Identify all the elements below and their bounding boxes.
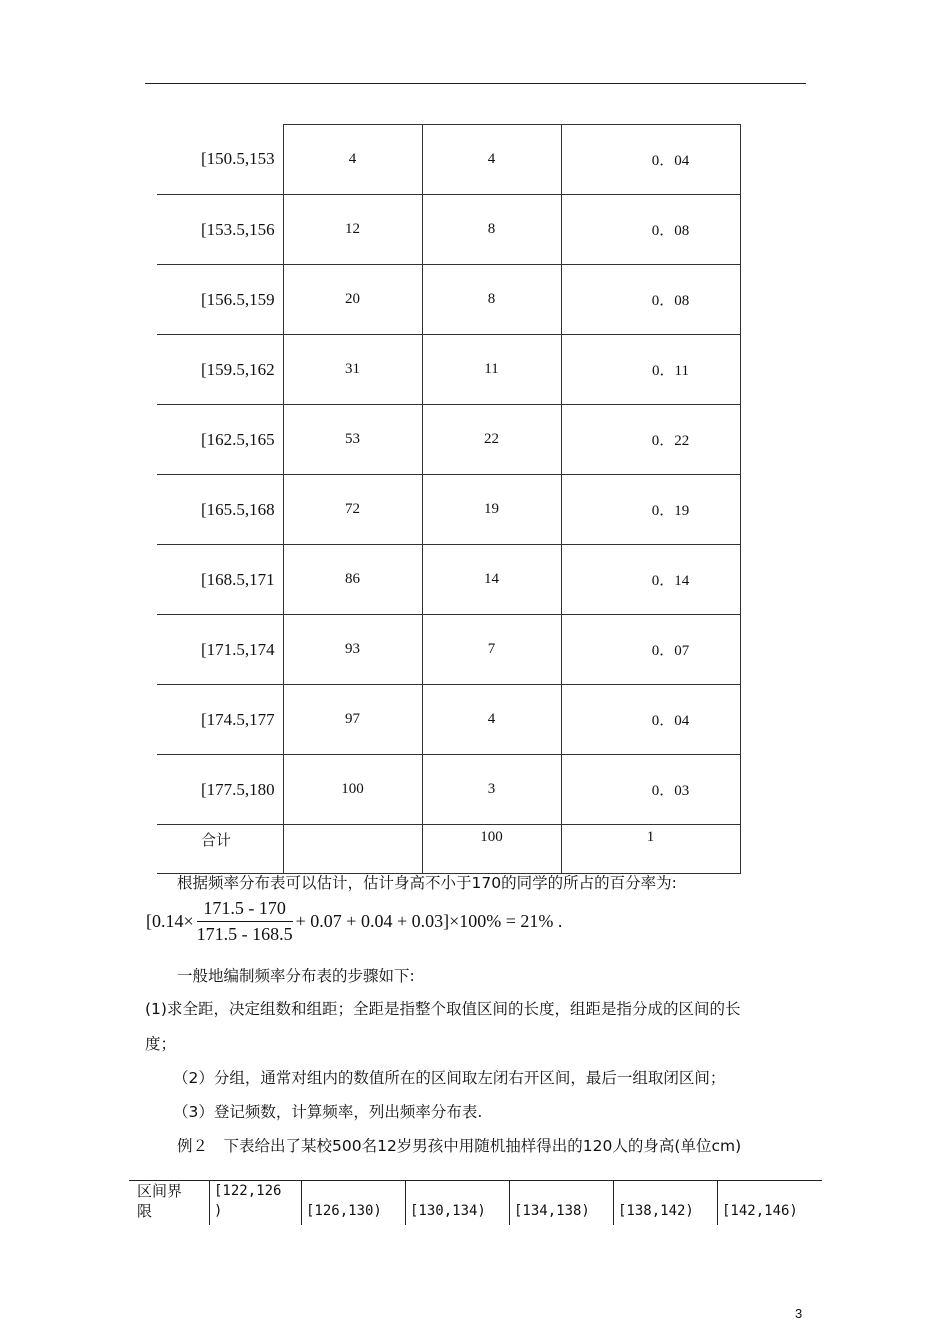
frequency-cell: 19 <box>422 475 561 545</box>
cumulative-cell: 93 <box>283 615 422 685</box>
table2-interval-cell <box>717 1181 822 1225</box>
step-2: （2）分组，通常对组内的数值所在的区间取左闭右开区间，最后一组取闭区间； <box>173 1069 726 1087</box>
total-cumulative-cell <box>283 825 422 874</box>
table2-cell-line2: [130,134) <box>410 1203 486 1219</box>
rate-cell: 0．11 <box>561 335 740 405</box>
freq-row <box>157 125 740 195</box>
total-rate-cell: 1 <box>561 825 740 874</box>
total-frequency-cell: 100 <box>422 825 561 874</box>
step-1-line-2: 度； <box>145 1035 177 1053</box>
step-1-line-1: (1)求全距，决定组数和组距；全距是指整个取值区间的长度，组距是指分成的区间的长 <box>145 1000 741 1018</box>
formula-denominator: 171.5 - 168.5 <box>196 924 293 944</box>
page-number: 3 <box>795 1306 803 1321</box>
table2-interval-cell <box>405 1181 509 1225</box>
estimate-intro: 根据频率分布表可以估计，估计身高不小于170的同学的所占的百分率为: <box>177 874 677 892</box>
rate-cell: 0．08 <box>561 265 740 335</box>
estimate-formula <box>146 898 562 952</box>
header-rule <box>145 83 806 84</box>
rate-cell: 0．04 <box>561 685 740 755</box>
table2-cell-line1 <box>722 1181 822 1201</box>
freq-row <box>157 615 740 685</box>
interval-cell: [159.5,162 <box>157 335 283 405</box>
rate-cell: 0．14 <box>561 545 740 615</box>
example-2: 例２ 下表给出了某校500名12岁男孩中用随机抽样得出的120人的身高(单位cm) <box>177 1137 742 1155</box>
total-label-cell: 合计 <box>157 825 283 874</box>
frequency-cell: 22 <box>422 405 561 475</box>
freq-row <box>157 475 740 545</box>
table2-cell-line2: ) <box>214 1203 223 1219</box>
interval-cell: [162.5,165 <box>157 405 283 475</box>
steps-intro: 一般地编制频率分布表的步骤如下: <box>177 967 415 985</box>
table2-cell-line1: [122,126 <box>214 1183 282 1199</box>
frequency-cell: 7 <box>422 615 561 685</box>
freq-row <box>157 685 740 755</box>
freq-total-row <box>157 825 740 874</box>
cumulative-cell: 53 <box>283 405 422 475</box>
table2-cell-line1 <box>410 1181 509 1201</box>
freq-row <box>157 265 740 335</box>
rate-cell: 0．04 <box>561 125 740 195</box>
frequency-cell: 11 <box>422 335 561 405</box>
cumulative-cell: 20 <box>283 265 422 335</box>
table2-header-line1: 区间界 <box>137 1182 183 1200</box>
rate-cell: 0．08 <box>561 195 740 265</box>
cumulative-cell: 31 <box>283 335 422 405</box>
rate-cell: 0．07 <box>561 615 740 685</box>
cumulative-cell: 12 <box>283 195 422 265</box>
table2-cell-line2: [134,138) <box>514 1203 590 1219</box>
frequency-cell: 4 <box>422 685 561 755</box>
interval-cell: [174.5,177 <box>157 685 283 755</box>
cumulative-cell: 4 <box>283 125 422 195</box>
formula-rest: + 0.07 + 0.04 + 0.03]×100% = 21% . <box>295 911 563 931</box>
table2 <box>129 1181 822 1225</box>
formula-open: [0.14× <box>146 911 194 931</box>
interval-cell: [168.5,171 <box>157 545 283 615</box>
table2-cell-line1 <box>306 1181 405 1201</box>
table2-interval-cell <box>613 1181 717 1225</box>
freq-row <box>157 545 740 615</box>
rate-cell: 0．19 <box>561 475 740 545</box>
frequency-cell: 3 <box>422 755 561 825</box>
frequency-cell: 14 <box>422 545 561 615</box>
table2-cell-line2: [142,146) <box>722 1203 798 1219</box>
cumulative-cell: 86 <box>283 545 422 615</box>
freq-row <box>157 755 740 825</box>
table2-cell-line1 <box>618 1181 717 1201</box>
table2-interval-cell <box>509 1181 613 1225</box>
frequency-cell: 8 <box>422 195 561 265</box>
formula-numerator: 171.5 - 170 <box>197 898 293 922</box>
interval-cell: [177.5,180 <box>157 755 283 825</box>
interval-cell: [156.5,159 <box>157 265 283 335</box>
table2-cell-line2: [138,142) <box>618 1203 694 1219</box>
rate-cell: 0．03 <box>561 755 740 825</box>
frequency-cell: 4 <box>422 125 561 195</box>
formula-fraction <box>197 898 293 945</box>
cumulative-cell: 100 <box>283 755 422 825</box>
rate-cell: 0．22 <box>561 405 740 475</box>
cumulative-cell: 72 <box>283 475 422 545</box>
step-3: （3）登记频数，计算频率，列出频率分布表. <box>173 1103 483 1121</box>
freq-row <box>157 335 740 405</box>
table2-header-label <box>137 1181 182 1221</box>
table2-interval-cell <box>301 1181 405 1225</box>
interval-cell: [150.5,153 <box>157 125 283 195</box>
interval-cell: [153.5,156 <box>157 195 283 265</box>
table2-cell-line1 <box>514 1181 613 1201</box>
table2-cell-line2: [126,130) <box>306 1203 382 1219</box>
interval-cell: [165.5,168 <box>157 475 283 545</box>
frequency-table <box>157 124 741 874</box>
table2-interval-cell <box>209 1181 301 1225</box>
cumulative-cell: 97 <box>283 685 422 755</box>
table2-header-line2: 限 <box>137 1202 153 1220</box>
freq-row <box>157 195 740 265</box>
interval-cell: [171.5,174 <box>157 615 283 685</box>
frequency-cell: 8 <box>422 265 561 335</box>
freq-row <box>157 405 740 475</box>
